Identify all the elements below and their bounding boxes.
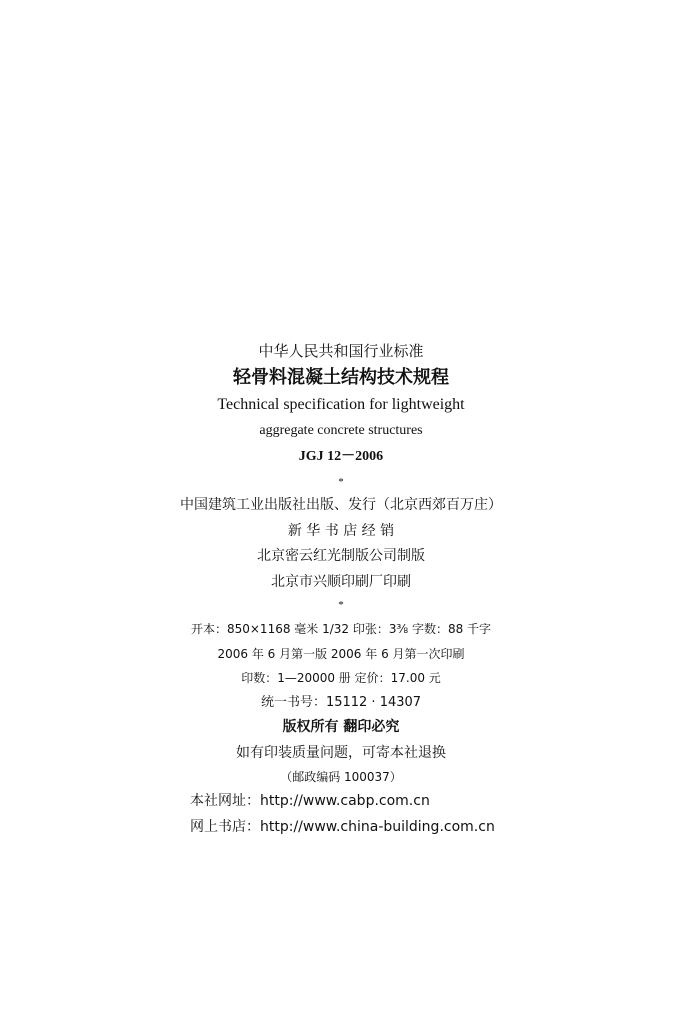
title-en-line2: aggregate concrete structures: [259, 423, 423, 438]
title-en-line1: Technical specification for lightweight: [217, 396, 465, 413]
series-name: 中华人民共和国行业标准: [258, 342, 424, 360]
postcode-line: （邮政编码 100037）: [280, 770, 402, 784]
rights-notice: 版权所有 翻印必究: [282, 719, 400, 735]
print-run-line: 印数：1—20000 册 定价：17.00 元: [241, 671, 441, 685]
online-store-line: 网上书店：http://www.china-building.com.cn: [190, 819, 495, 835]
printer-line: 北京市兴顺印刷厂印刷: [271, 574, 411, 590]
quality-notice: 如有印装质量问题，可寄本社退换: [236, 745, 446, 761]
website-line: 本社网址：http://www.cabp.com.cn: [190, 793, 430, 809]
distributor-line: 新 华 书 店 经 销: [287, 523, 395, 539]
edition-line: 2006 年 6 月第一版 2006 年 6 月第一次印刷: [217, 647, 465, 661]
standard-code: JGJ 12－2006: [298, 449, 384, 464]
title-cn: 轻骨料混凝土结构技术规程: [233, 367, 449, 388]
publisher-line: 中国建筑工业出版社出版、发行（北京西郊百万庄）: [180, 497, 502, 513]
plate-maker-line: 北京密云红光制版公司制版: [257, 548, 425, 564]
unified-book-number: 统一书号：15112 · 14307: [260, 695, 422, 710]
separator-star: *: [338, 476, 344, 488]
format-line: 开本：850×1168 毫米 1/32 印张：3⅜ 字数：88 千字: [190, 622, 492, 636]
separator-star: *: [338, 599, 344, 611]
